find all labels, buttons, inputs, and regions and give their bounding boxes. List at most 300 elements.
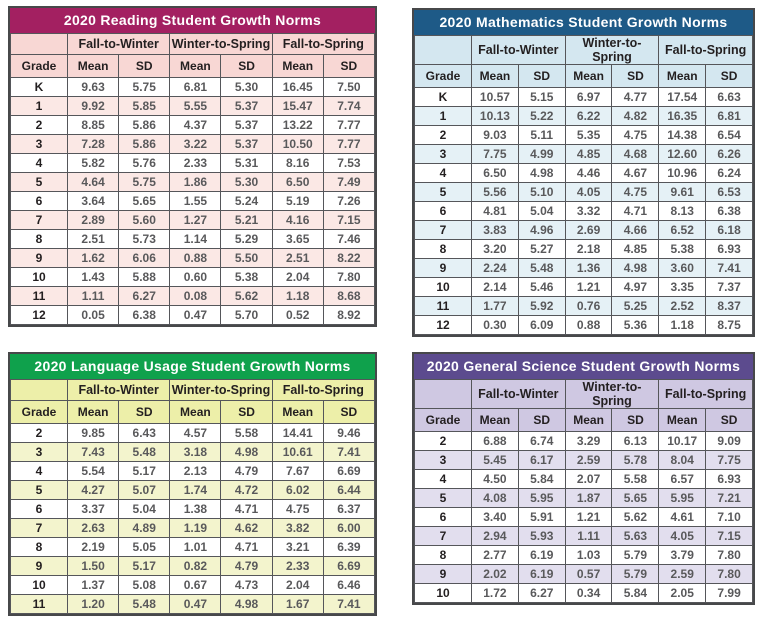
value-cell: 3.35 xyxy=(659,278,706,297)
value-cell: 6.46 xyxy=(323,576,374,595)
value-cell: 4.05 xyxy=(565,183,612,202)
grade-cell: 5 xyxy=(415,183,472,202)
language-usage-data-table xyxy=(10,379,375,614)
table-row xyxy=(415,432,753,451)
value-cell: 2.33 xyxy=(272,557,323,576)
value-cell: 5.50 xyxy=(221,249,272,268)
value-cell: 3.83 xyxy=(472,221,519,240)
value-cell: 2.51 xyxy=(68,230,119,249)
value-cell: 17.54 xyxy=(659,88,706,107)
value-cell: 6.38 xyxy=(119,306,170,325)
value-cell: 5.48 xyxy=(518,259,565,278)
value-cell: 5.30 xyxy=(221,173,272,192)
value-cell: 1.50 xyxy=(68,557,119,576)
language-usage-table-head xyxy=(11,380,375,424)
value-cell: 5.82 xyxy=(68,154,119,173)
value-cell: 7.75 xyxy=(706,451,753,470)
grade-cell: 10 xyxy=(11,576,68,595)
value-cell: 7.77 xyxy=(323,135,374,154)
value-cell: 0.57 xyxy=(565,565,612,584)
value-cell: 5.86 xyxy=(119,135,170,154)
value-cell: 3.37 xyxy=(68,500,119,519)
value-cell: 4.96 xyxy=(518,221,565,240)
value-cell: 5.56 xyxy=(472,183,519,202)
table-row xyxy=(415,221,753,240)
grade-cell: 6 xyxy=(415,508,472,527)
value-cell: 7.80 xyxy=(323,268,374,287)
span-header-cell: Fall-to-Spring xyxy=(272,380,374,401)
value-cell: 7.26 xyxy=(323,192,374,211)
value-cell: 8.68 xyxy=(323,287,374,306)
value-cell: 2.18 xyxy=(565,240,612,259)
value-cell: 7.15 xyxy=(706,527,753,546)
value-cell: 14.38 xyxy=(659,126,706,145)
grade-cell: 3 xyxy=(415,145,472,164)
value-cell: 4.98 xyxy=(221,443,272,462)
value-cell: 5.37 xyxy=(221,97,272,116)
value-cell: 5.73 xyxy=(119,230,170,249)
value-cell: 2.19 xyxy=(68,538,119,557)
value-cell: 10.57 xyxy=(472,88,519,107)
value-cell: 9.03 xyxy=(472,126,519,145)
value-cell: 5.37 xyxy=(221,116,272,135)
grade-cell: 9 xyxy=(415,565,472,584)
value-cell: 2.04 xyxy=(272,576,323,595)
value-cell: 4.68 xyxy=(612,145,659,164)
value-cell: 7.75 xyxy=(472,145,519,164)
column-header-cell: SD xyxy=(518,409,565,432)
value-cell: 4.73 xyxy=(221,576,272,595)
value-cell: 5.15 xyxy=(518,88,565,107)
span-header-cell: Fall-to-Spring xyxy=(659,380,753,409)
corner-cell xyxy=(415,380,472,409)
table-row xyxy=(415,527,753,546)
value-cell: 5.62 xyxy=(221,287,272,306)
value-cell: 0.34 xyxy=(565,584,612,603)
column-header-cell: Mean xyxy=(565,409,612,432)
span-header-cell: Fall-to-Spring xyxy=(272,34,374,55)
value-cell: 5.48 xyxy=(119,443,170,462)
general-science-norms-table xyxy=(412,352,755,605)
corner-cell xyxy=(11,34,68,55)
value-cell: 5.36 xyxy=(612,316,659,335)
value-cell: 5.88 xyxy=(119,268,170,287)
general-science-table-head xyxy=(415,380,753,432)
value-cell: 2.94 xyxy=(472,527,519,546)
value-cell: 2.89 xyxy=(68,211,119,230)
value-cell: 5.25 xyxy=(612,297,659,316)
value-cell: 4.37 xyxy=(170,116,221,135)
value-cell: 6.54 xyxy=(706,126,753,145)
general-science-data-table xyxy=(414,379,753,603)
span-header-cell: Fall-to-Winter xyxy=(68,380,170,401)
grade-cell: 2 xyxy=(11,116,68,135)
value-cell: 5.48 xyxy=(119,595,170,614)
table-row xyxy=(11,78,375,97)
value-cell: 2.63 xyxy=(68,519,119,538)
value-cell: 2.33 xyxy=(170,154,221,173)
table-row xyxy=(415,451,753,470)
value-cell: 4.75 xyxy=(612,183,659,202)
value-cell: 6.69 xyxy=(323,557,374,576)
table-row xyxy=(11,135,375,154)
grade-cell: 8 xyxy=(415,240,472,259)
table-row xyxy=(11,287,375,306)
value-cell: 2.52 xyxy=(659,297,706,316)
table-row xyxy=(11,481,375,500)
grade-cell: 12 xyxy=(415,316,472,335)
grade-cell: 7 xyxy=(11,519,68,538)
value-cell: 5.95 xyxy=(518,489,565,508)
value-cell: 6.69 xyxy=(323,462,374,481)
language-usage-table-body xyxy=(11,424,375,614)
table-row xyxy=(415,107,753,126)
column-header-cell: Mean xyxy=(472,65,519,88)
value-cell: 6.50 xyxy=(472,164,519,183)
reading-table-head xyxy=(11,34,375,78)
value-cell: 0.88 xyxy=(170,249,221,268)
value-cell: 6.53 xyxy=(706,183,753,202)
value-cell: 4.97 xyxy=(612,278,659,297)
value-cell: 5.91 xyxy=(518,508,565,527)
grade-cell: 5 xyxy=(11,481,68,500)
grade-cell: 10 xyxy=(415,584,472,603)
grade-cell: 4 xyxy=(415,164,472,183)
value-cell: 4.50 xyxy=(472,470,519,489)
value-cell: 2.02 xyxy=(472,565,519,584)
table-row xyxy=(415,164,753,183)
span-header-cell: Winter-to-Spring xyxy=(565,36,659,65)
value-cell: 10.50 xyxy=(272,135,323,154)
grade-cell: 9 xyxy=(11,249,68,268)
span-header-cell: Fall-to-Winter xyxy=(472,36,566,65)
value-cell: 5.55 xyxy=(170,97,221,116)
table-row xyxy=(11,462,375,481)
value-cell: 6.43 xyxy=(119,424,170,443)
value-cell: 9.09 xyxy=(706,432,753,451)
grade-cell: 2 xyxy=(415,126,472,145)
column-header-cell: Mean xyxy=(565,65,612,88)
grade-cell: 4 xyxy=(11,462,68,481)
value-cell: 7.41 xyxy=(323,595,374,614)
value-cell: 4.77 xyxy=(612,88,659,107)
value-cell: 1.21 xyxy=(565,278,612,297)
table-row xyxy=(11,443,375,462)
value-cell: 5.22 xyxy=(518,107,565,126)
value-cell: 7.80 xyxy=(706,565,753,584)
value-cell: 1.18 xyxy=(272,287,323,306)
value-cell: 0.88 xyxy=(565,316,612,335)
table-row xyxy=(11,249,375,268)
value-cell: 5.30 xyxy=(221,78,272,97)
grade-cell: 12 xyxy=(11,306,68,325)
value-cell: 9.61 xyxy=(659,183,706,202)
grade-cell: 8 xyxy=(11,538,68,557)
value-cell: 8.37 xyxy=(706,297,753,316)
table-row xyxy=(415,278,753,297)
value-cell: 6.93 xyxy=(706,240,753,259)
value-cell: 0.60 xyxy=(170,268,221,287)
value-cell: 6.97 xyxy=(565,88,612,107)
span-header-cell: Winter-to-Spring xyxy=(170,34,272,55)
general-science-table-body xyxy=(415,432,753,603)
value-cell: 5.54 xyxy=(68,462,119,481)
value-cell: 7.41 xyxy=(706,259,753,278)
value-cell: 2.77 xyxy=(472,546,519,565)
column-header-cell: Mean xyxy=(472,409,519,432)
value-cell: 3.65 xyxy=(272,230,323,249)
column-header-cell: Mean xyxy=(68,401,119,424)
table-row xyxy=(11,538,375,557)
column-header-cell: SD xyxy=(323,401,374,424)
value-cell: 5.45 xyxy=(472,451,519,470)
value-cell: 4.89 xyxy=(119,519,170,538)
span-header-cell: Winter-to-Spring xyxy=(170,380,272,401)
value-cell: 9.46 xyxy=(323,424,374,443)
table-row xyxy=(415,546,753,565)
value-cell: 5.35 xyxy=(565,126,612,145)
value-cell: 1.74 xyxy=(170,481,221,500)
value-cell: 6.52 xyxy=(659,221,706,240)
value-cell: 4.05 xyxy=(659,527,706,546)
value-cell: 1.27 xyxy=(170,211,221,230)
value-cell: 1.43 xyxy=(68,268,119,287)
table-row xyxy=(11,595,375,614)
grade-cell: 4 xyxy=(415,470,472,489)
span-header-cell: Fall-to-Winter xyxy=(472,380,566,409)
table-row xyxy=(415,145,753,164)
value-cell: 5.05 xyxy=(119,538,170,557)
grade-cell: 4 xyxy=(11,154,68,173)
grade-header-cell: Grade xyxy=(11,55,68,78)
value-cell: 6.88 xyxy=(472,432,519,451)
column-header-cell: SD xyxy=(119,55,170,78)
value-cell: 7.28 xyxy=(68,135,119,154)
value-cell: 1.86 xyxy=(170,173,221,192)
value-cell: 5.65 xyxy=(612,489,659,508)
value-cell: 3.64 xyxy=(68,192,119,211)
value-cell: 16.35 xyxy=(659,107,706,126)
grade-cell: 1 xyxy=(11,97,68,116)
value-cell: 5.38 xyxy=(659,240,706,259)
span-header-row xyxy=(11,380,375,401)
grade-cell: 9 xyxy=(11,557,68,576)
table-row xyxy=(11,154,375,173)
column-header-cell: Mean xyxy=(272,401,323,424)
grade-cell: 2 xyxy=(11,424,68,443)
grade-cell: 3 xyxy=(415,451,472,470)
value-cell: 6.22 xyxy=(565,107,612,126)
value-cell: 1.11 xyxy=(565,527,612,546)
value-cell: 4.75 xyxy=(612,126,659,145)
value-cell: 5.08 xyxy=(119,576,170,595)
value-cell: 5.10 xyxy=(518,183,565,202)
grade-cell: K xyxy=(11,78,68,97)
value-cell: 5.24 xyxy=(221,192,272,211)
value-cell: 1.62 xyxy=(68,249,119,268)
value-cell: 5.46 xyxy=(518,278,565,297)
value-cell: 4.98 xyxy=(221,595,272,614)
span-header-row xyxy=(415,36,753,65)
value-cell: 5.29 xyxy=(221,230,272,249)
value-cell: 14.41 xyxy=(272,424,323,443)
value-cell: 2.24 xyxy=(472,259,519,278)
value-cell: 1.03 xyxy=(565,546,612,565)
table-row xyxy=(415,508,753,527)
value-cell: 3.79 xyxy=(659,546,706,565)
value-cell: 5.76 xyxy=(119,154,170,173)
column-header-cell: SD xyxy=(518,65,565,88)
grade-header-cell: Grade xyxy=(11,401,68,424)
value-cell: 2.14 xyxy=(472,278,519,297)
column-header-cell: Mean xyxy=(272,55,323,78)
table-row xyxy=(11,211,375,230)
value-cell: 4.85 xyxy=(612,240,659,259)
value-cell: 5.86 xyxy=(119,116,170,135)
mathematics-table-title: 2020 Mathematics Student Growth Norms xyxy=(414,10,753,35)
column-header-cell: Mean xyxy=(170,55,221,78)
value-cell: 16.45 xyxy=(272,78,323,97)
value-cell: 4.61 xyxy=(659,508,706,527)
value-cell: 4.99 xyxy=(518,145,565,164)
table-row xyxy=(415,584,753,603)
value-cell: 6.18 xyxy=(706,221,753,240)
value-cell: 7.46 xyxy=(323,230,374,249)
value-cell: 12.60 xyxy=(659,145,706,164)
table-row xyxy=(415,316,753,335)
reading-norms-table xyxy=(8,6,377,327)
column-header-cell: SD xyxy=(612,409,659,432)
value-cell: 4.66 xyxy=(612,221,659,240)
value-cell: 6.74 xyxy=(518,432,565,451)
value-cell: 7.10 xyxy=(706,508,753,527)
reading-table-body xyxy=(11,78,375,325)
value-cell: 6.00 xyxy=(323,519,374,538)
value-cell: 4.67 xyxy=(612,164,659,183)
value-cell: 5.60 xyxy=(119,211,170,230)
value-cell: 7.74 xyxy=(323,97,374,116)
value-cell: 7.50 xyxy=(323,78,374,97)
value-cell: 4.27 xyxy=(68,481,119,500)
value-cell: 4.62 xyxy=(221,519,272,538)
value-cell: 2.51 xyxy=(272,249,323,268)
column-header-row xyxy=(415,65,753,88)
value-cell: 5.93 xyxy=(518,527,565,546)
grade-cell: 6 xyxy=(11,192,68,211)
value-cell: 1.72 xyxy=(472,584,519,603)
value-cell: 0.08 xyxy=(170,287,221,306)
value-cell: 6.63 xyxy=(706,88,753,107)
column-header-cell: SD xyxy=(706,409,753,432)
span-header-cell: Winter-to-Spring xyxy=(565,380,659,409)
value-cell: 6.81 xyxy=(170,78,221,97)
value-cell: 2.59 xyxy=(659,565,706,584)
value-cell: 7.41 xyxy=(323,443,374,462)
value-cell: 0.76 xyxy=(565,297,612,316)
value-cell: 3.60 xyxy=(659,259,706,278)
column-header-cell: SD xyxy=(221,401,272,424)
value-cell: 4.71 xyxy=(221,500,272,519)
language-usage-table-title: 2020 Language Usage Student Growth Norms xyxy=(10,354,375,379)
grade-cell: K xyxy=(415,88,472,107)
value-cell: 6.27 xyxy=(518,584,565,603)
corner-cell xyxy=(415,36,472,65)
column-header-cell: SD xyxy=(323,55,374,78)
value-cell: 3.29 xyxy=(565,432,612,451)
table-row xyxy=(11,576,375,595)
value-cell: 3.20 xyxy=(472,240,519,259)
value-cell: 2.59 xyxy=(565,451,612,470)
column-header-row xyxy=(415,409,753,432)
mathematics-table-body xyxy=(415,88,753,335)
grade-cell: 10 xyxy=(11,268,68,287)
grade-cell: 11 xyxy=(11,595,68,614)
value-cell: 7.21 xyxy=(706,489,753,508)
grade-cell: 7 xyxy=(415,527,472,546)
value-cell: 5.27 xyxy=(518,240,565,259)
reading-table-title: 2020 Reading Student Growth Norms xyxy=(10,8,375,33)
table-row xyxy=(11,230,375,249)
value-cell: 4.08 xyxy=(472,489,519,508)
grade-cell: 5 xyxy=(11,173,68,192)
value-cell: 0.47 xyxy=(170,595,221,614)
table-row xyxy=(415,183,753,202)
value-cell: 1.01 xyxy=(170,538,221,557)
value-cell: 6.02 xyxy=(272,481,323,500)
value-cell: 7.37 xyxy=(706,278,753,297)
value-cell: 10.13 xyxy=(472,107,519,126)
value-cell: 6.50 xyxy=(272,173,323,192)
grade-cell: 3 xyxy=(11,443,68,462)
value-cell: 5.63 xyxy=(612,527,659,546)
value-cell: 4.16 xyxy=(272,211,323,230)
value-cell: 5.75 xyxy=(119,78,170,97)
grade-cell: 9 xyxy=(415,259,472,278)
value-cell: 6.81 xyxy=(706,107,753,126)
value-cell: 1.77 xyxy=(472,297,519,316)
value-cell: 5.17 xyxy=(119,462,170,481)
value-cell: 4.98 xyxy=(612,259,659,278)
reading-data-table xyxy=(10,33,375,325)
value-cell: 5.70 xyxy=(221,306,272,325)
grade-cell: 1 xyxy=(415,107,472,126)
value-cell: 5.65 xyxy=(119,192,170,211)
grade-cell: 7 xyxy=(11,211,68,230)
column-header-row xyxy=(11,401,375,424)
value-cell: 0.52 xyxy=(272,306,323,325)
value-cell: 1.67 xyxy=(272,595,323,614)
value-cell: 2.69 xyxy=(565,221,612,240)
value-cell: 5.37 xyxy=(221,135,272,154)
value-cell: 13.22 xyxy=(272,116,323,135)
value-cell: 2.04 xyxy=(272,268,323,287)
value-cell: 8.85 xyxy=(68,116,119,135)
value-cell: 7.15 xyxy=(323,211,374,230)
value-cell: 6.19 xyxy=(518,546,565,565)
grade-cell: 10 xyxy=(415,278,472,297)
table-row xyxy=(415,240,753,259)
value-cell: 2.07 xyxy=(565,470,612,489)
value-cell: 6.44 xyxy=(323,481,374,500)
table-row xyxy=(415,259,753,278)
column-header-cell: SD xyxy=(612,65,659,88)
table-row xyxy=(415,202,753,221)
value-cell: 3.40 xyxy=(472,508,519,527)
span-header-cell: Fall-to-Winter xyxy=(68,34,170,55)
value-cell: 8.13 xyxy=(659,202,706,221)
value-cell: 9.92 xyxy=(68,97,119,116)
table-row xyxy=(11,557,375,576)
